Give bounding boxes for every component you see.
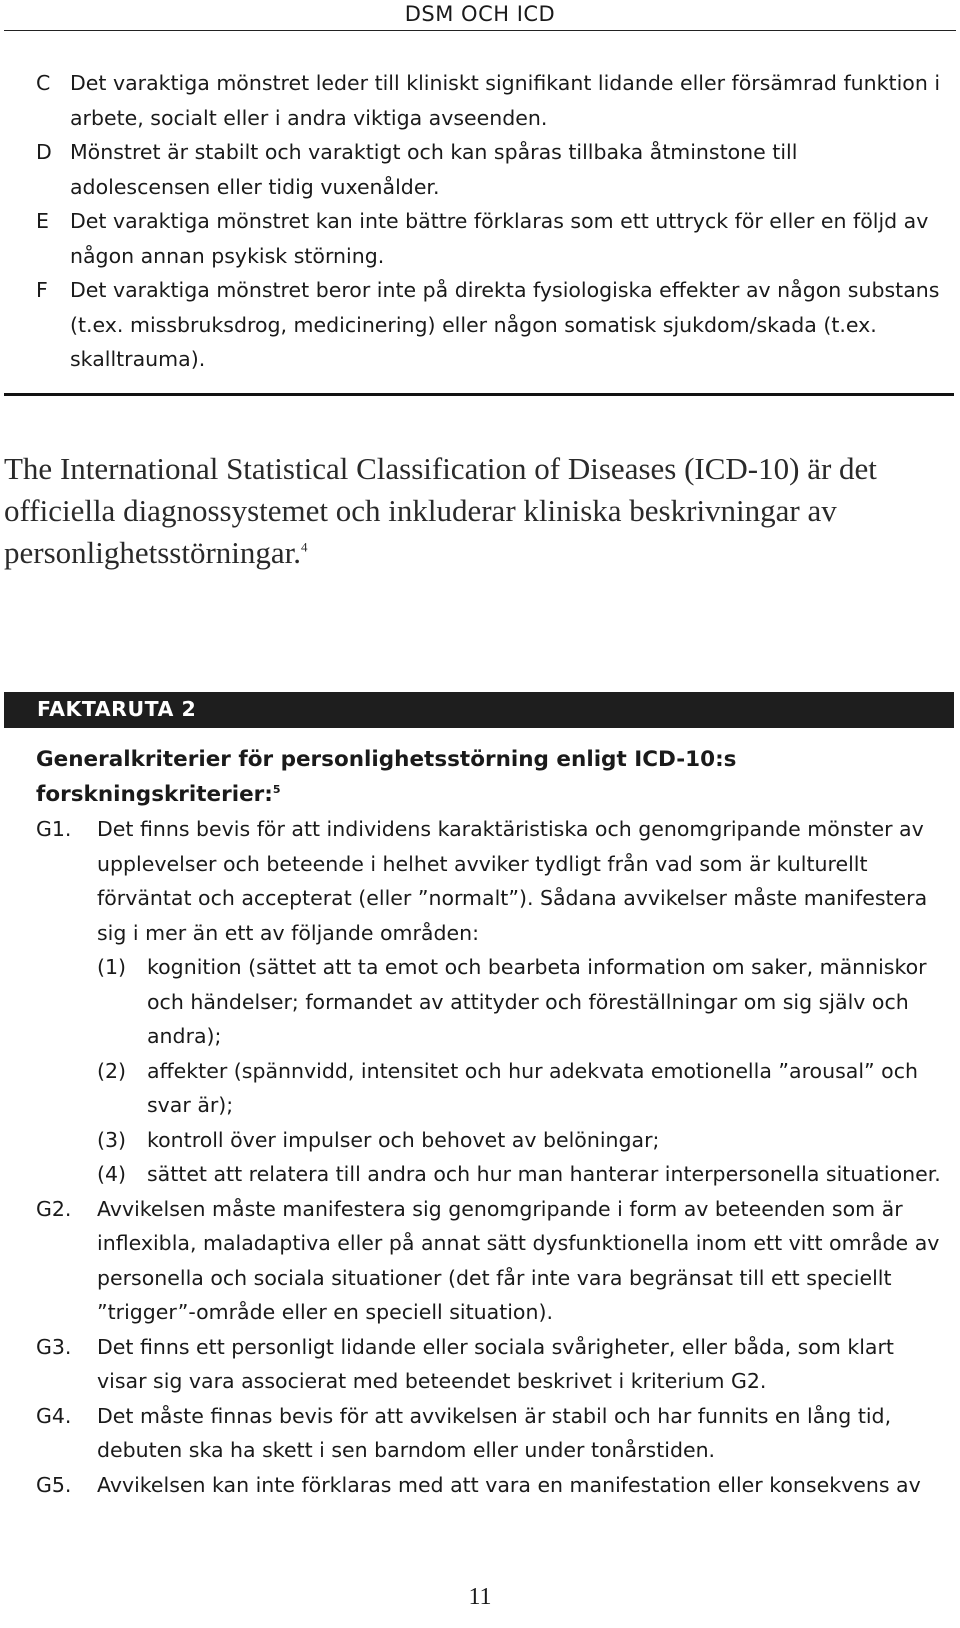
sub-criterion-2 xyxy=(97,1054,946,1123)
general-criteria-list xyxy=(36,812,946,1502)
sub-criterion-text: kontroll över impulser och behovet av belöningar; xyxy=(147,1127,660,1152)
criterion-text: Det varaktiga mönstret leder till kliniskt signifikant lidande eller försämrad funktion i arbete, socialt eller i andra viktiga avseenden. xyxy=(70,71,941,130)
criterion-c xyxy=(36,66,941,135)
factbox-heading xyxy=(36,742,941,812)
criterion-label: G1. xyxy=(36,817,72,841)
criterion-label: G2. xyxy=(36,1196,72,1221)
criterion-g2 xyxy=(36,1192,946,1330)
criterion-e xyxy=(36,204,941,273)
running-header xyxy=(0,0,960,30)
running-header-title: DSM OCH ICD xyxy=(404,2,556,26)
criterion-letter: C xyxy=(36,71,51,95)
sub-criterion-4 xyxy=(97,1157,946,1192)
criterion-text: Det finns bevis för att individens karaktäristiska och genomgripande mönster av upplevelser och beteende i helhet avviker tydligt från vad som är kulturellt förväntat och accepterat (eller ”normalt”). Sådana avvikelser måste manifestera sig i mer än ett av följande områden: xyxy=(97,817,928,945)
intro-paragraph xyxy=(4,448,954,574)
sub-criterion-1 xyxy=(97,950,946,1054)
criterion-g4 xyxy=(36,1399,946,1468)
footnote-marker: 4 xyxy=(301,539,308,555)
criterion-d xyxy=(36,135,941,204)
criterion-f xyxy=(36,273,941,377)
sub-criterion-number: (2) xyxy=(97,1058,127,1083)
criterion-text: Mönstret är stabilt och varaktigt och kan spåras tillbaka åtminstone till adolescensen eller tidig vuxenålder. xyxy=(70,140,798,199)
page-number: 11 xyxy=(468,1584,492,1610)
sub-criterion-3 xyxy=(97,1123,946,1158)
criterion-label: G4. xyxy=(36,1403,72,1428)
criterion-letter: F xyxy=(36,278,48,302)
section-divider xyxy=(4,393,954,396)
sub-criterion-text: kognition (sättet att ta emot och bearbeta information om saker, människor och händelser; formandet av attityder och föreställningar om sig själv och andra); xyxy=(147,955,927,1048)
criterion-text: Det varaktiga mönstret beror inte på direkta fysiologiska effekter av någon substans (t.ex. missbruksdrog, medicinering) eller någon somatisk sjukdom/skada (t.ex. skalltrauma). xyxy=(70,278,940,371)
criterion-text: Det finns ett personligt lidande eller sociala svårigheter, eller båda, som klart visar sig vara associerat med beteendet beskrivet i kriterium G2. xyxy=(97,1334,894,1393)
criterion-g3 xyxy=(36,1330,946,1399)
criteria-list xyxy=(36,66,941,377)
factbox-label: FAKTARUTA 2 xyxy=(37,697,197,721)
criterion-letter: D xyxy=(36,140,52,164)
criterion-label: G5. xyxy=(36,1472,72,1497)
sub-criterion-number: (1) xyxy=(97,955,127,979)
criterion-g1 xyxy=(36,812,946,1192)
sub-criterion-text: affekter (spännvidd, intensitet och hur adekvata emotionella ”arousal” och svar är); xyxy=(147,1058,918,1117)
criterion-g5 xyxy=(36,1468,946,1503)
intro-text: The International Statistical Classification of Diseases (ICD-10) är det officiella diagnossystemet och inkluderar kliniska beskrivningar av personlighetsstörningar. xyxy=(4,451,877,570)
factbox-heading-text: Generalkriterier för personlighetsstörning enligt ICD-10:s forskningskriterier: xyxy=(36,747,737,807)
sub-criterion-text: sättet att relatera till andra och hur man hanterar interpersonella situationer. xyxy=(147,1162,941,1186)
criterion-letter: E xyxy=(36,209,49,233)
factbox-label-bar xyxy=(4,692,954,728)
sub-criterion-number: (4) xyxy=(97,1162,127,1186)
sub-criteria-list xyxy=(97,950,946,1192)
criterion-text: Det måste finnas bevis för att avvikelsen är stabil och har funnits en lång tid, debuten ska ha skett i sen barndom eller under tonårstiden. xyxy=(97,1403,892,1462)
criterion-text: Avvikelsen kan inte förklaras med att vara en manifestation eller konsekvens av xyxy=(97,1472,921,1497)
footnote-marker: 5 xyxy=(272,782,281,796)
header-rule xyxy=(4,30,956,31)
criterion-text: Det varaktiga mönstret kan inte bättre förklaras som ett uttryck för eller en följd av någon annan psykisk störning. xyxy=(70,209,929,268)
criterion-text: Avvikelsen måste manifestera sig genomgripande i form av beteenden som är inflexibla, maladaptiva eller på annat sätt dysfunktionella inom ett vitt område av personella och sociala situationer (det får inte vara begränsat till ett speciellt ”trigger”-område eller en speciell situation). xyxy=(97,1196,940,1324)
sub-criterion-number: (3) xyxy=(97,1127,127,1152)
criterion-label: G3. xyxy=(36,1334,72,1359)
